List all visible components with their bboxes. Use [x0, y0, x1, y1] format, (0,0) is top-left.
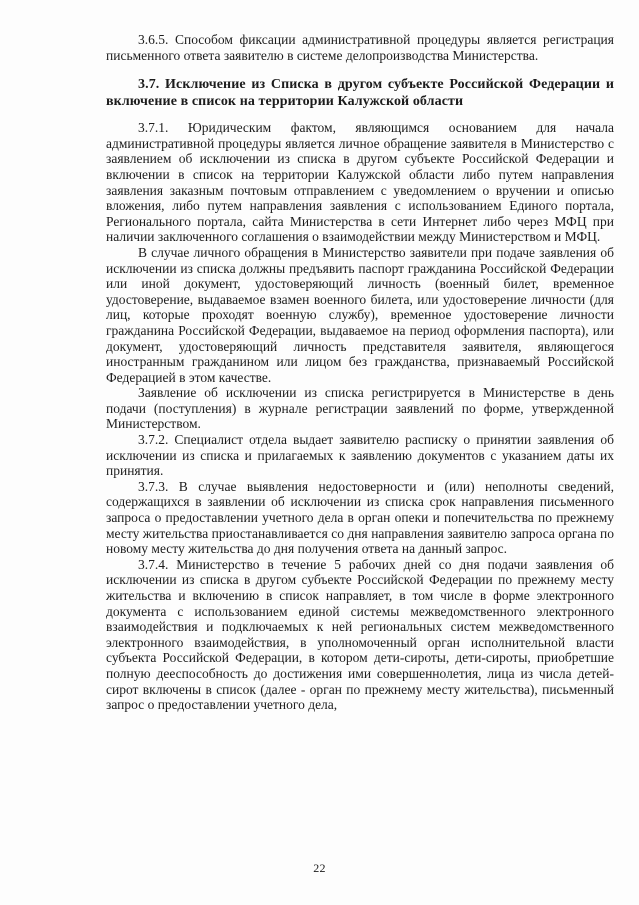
paragraph-3-7-2: 3.7.2. Специалист отдела выдает заявителю расписку о принятии заявления об исключении из списка и прилагаемых к заявлению документов с указанием даты их принятия. [106, 432, 614, 479]
paragraph-3-7-3: 3.7.3. В случае выявления недостоверности и (или) неполноты сведений, содержащихся в заявлении об исключении из списка срок направления письменного запроса о предоставлении учетного дела в орган опеки и попечительства по прежнему месту жительства приостанавливается со дня направления заявителю запроса органа по новому месту жительства до дня получения ответа на данный запрос. [106, 478, 614, 557]
page-number: 22 [313, 861, 326, 875]
paragraph-3-7-1: 3.7.1. Юридическим фактом, являющимся основанием для начала административной процедуры является личное обращение заявителя в Министерство с заявлением об исключении из списка в другом субъекте Российской Федерации и включении в список на территории Калужской области либо путем направления заявления заказным почтовым отправлением с уведомлением о вручении и описью вложения, либо путем направления заявления с использованием Единого портала, Регионального портала, сайта Министерства в сети Интернет либо через МФЦ при наличии заключенного соглашения о взаимодействии между Министерством и МФЦ. [106, 120, 614, 245]
intro-paragraph: 3.6.5. Способом фиксации административной процедуры является регистрация письменного ответа заявителю в системе делопроизводства Министерства. [106, 32, 614, 63]
paragraph-registration: Заявление об исключении из списка регистрируется в Министерстве в день подачи (поступления) в журнале регистрации заявлений по форме, утвержденной Министерством. [106, 385, 614, 432]
paragraph-3-7-4: 3.7.4. Министерство в течение 5 рабочих дней со дня подачи заявления об исключении из списка в другом субъекте Российской Федерации по прежнему месту жительства и включению в список направляет, в том числе в форме электронного документа с использованием единой системы межведомственного электронного взаимодействия и подключаемых к ней региональных систем межведомственного электронного взаимодействия, в уполномоченный орган исполнительной власти субъекта Российской Федерации, в котором дети-сироты, дети-сироты, приобретшие полную дееспособность до достижения ими совершеннолетия, лица из числа детей-сирот включены в список (далее - орган по прежнему месту жительства), письменный запрос о предоставлении учетного дела, [106, 556, 614, 713]
paragraph-personal-application: В случае личного обращения в Министерство заявители при подаче заявления об исключении из списка должны предъявить паспорт гражданина Российской Федерации или иной документ, удостоверяющий личность (военный билет, временное удостоверение, выдаваемое взамен военного билета, или удостоверение личности (для лиц, которые проходят военную службу), временное удостоверение личности гражданина Российской Федерации, выдаваемое на период оформления паспорта), или документ, удостоверяющий личность представителя заявителя, являющегося иностранным гражданином или лицом без гражданства, признаваемый Российской Федерацией в этом качестве. [106, 244, 614, 385]
section-heading: 3.7. Исключение из Списка в другом субъекте Российской Федерации и включение в список на территории Калужской области [106, 77, 614, 109]
document-body [106, 32, 614, 713]
